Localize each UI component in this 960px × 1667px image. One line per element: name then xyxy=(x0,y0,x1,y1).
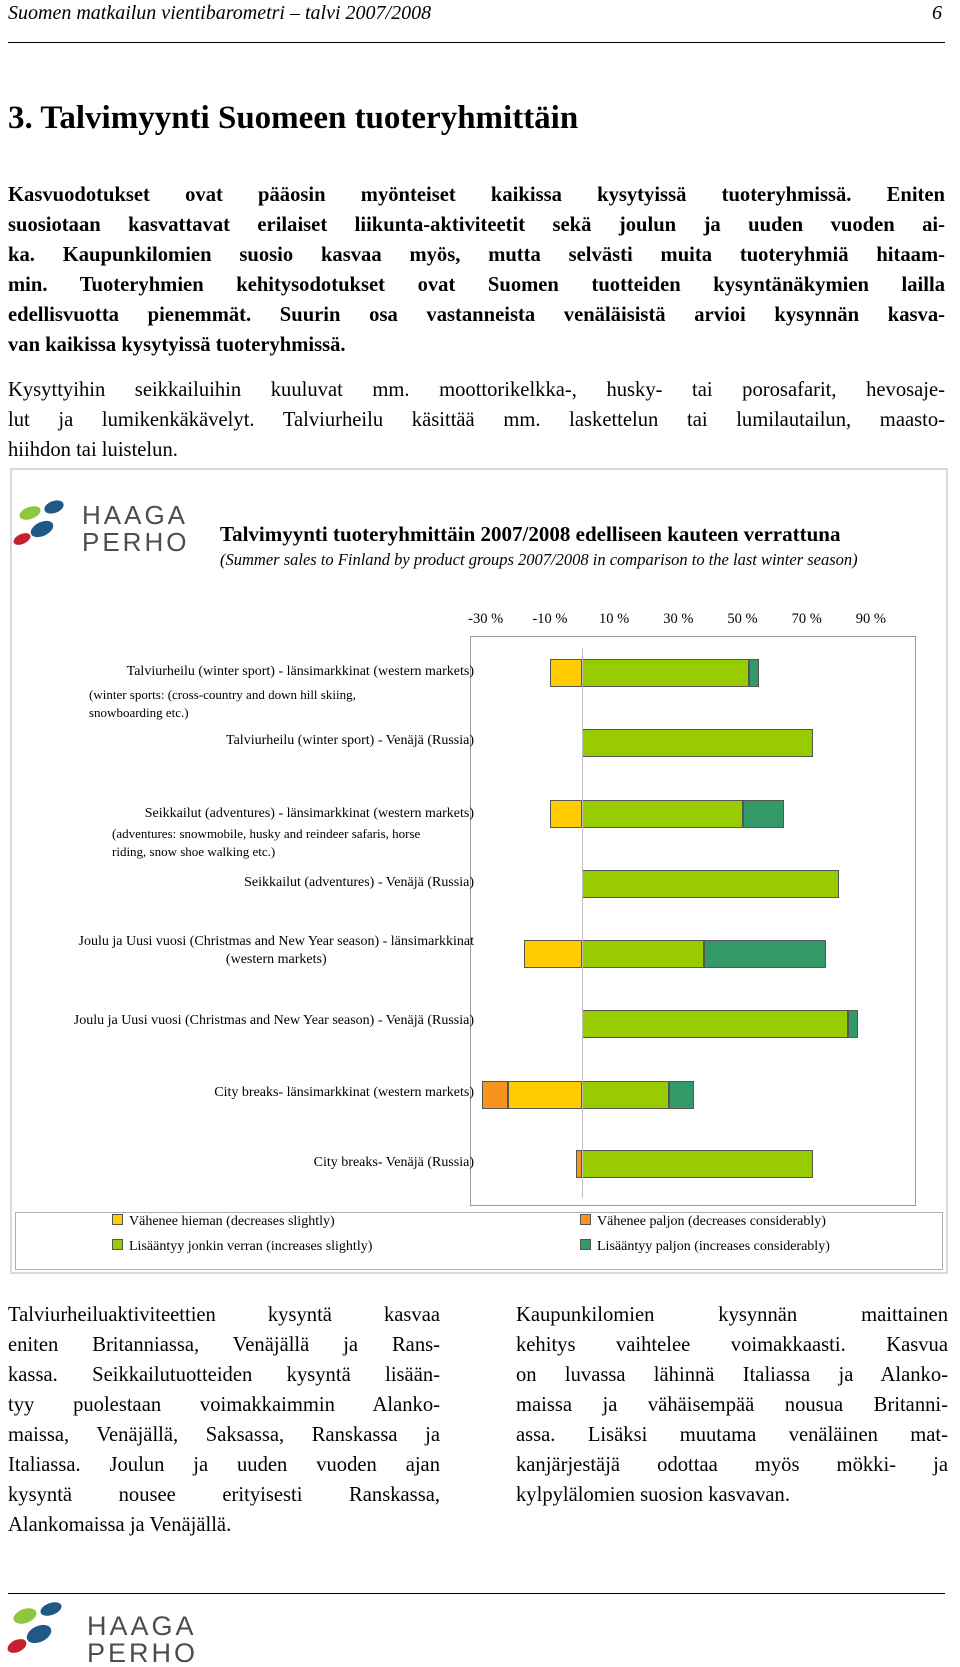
text-line: assa. Lisäksi muutama venäläinen mat- xyxy=(516,1424,948,1446)
category-note: (adventures: snowmobile, husky and reindeer safaris, horse riding, snow shoe walking etc.) xyxy=(112,826,421,859)
text-line: van kaikissa kysytyissä tuoteryhmissä. xyxy=(8,334,346,356)
right-column-text xyxy=(516,1300,948,1510)
legend-label: Lisääntyy jonkin verran (increases slightly) xyxy=(129,1239,373,1254)
text-line: kysyntä nousee erityisesti Ranskassa, xyxy=(8,1484,440,1506)
text-line: Italiassa. Joulun ja uuden vuoden ajan xyxy=(8,1454,440,1476)
x-tick-label: -30 % xyxy=(468,611,504,627)
plot-area xyxy=(470,636,916,1206)
category-label: City breaks- Venäjä (Russia) xyxy=(313,1155,474,1170)
bar-segment xyxy=(582,1150,813,1178)
text-line: maissa, Venäjällä, Saksassa, Ranskassa ja xyxy=(8,1424,440,1446)
bar-segment xyxy=(669,1081,695,1109)
section-title: 3. Talvimyynti Suomeen tuoteryhmittäin xyxy=(8,100,579,136)
bar-segment xyxy=(550,800,582,828)
logo-text-line1: HAAGA xyxy=(82,500,189,530)
logo-leaf-blue xyxy=(43,498,66,516)
logo-leaf-red xyxy=(5,1636,28,1655)
bar-segment xyxy=(848,1010,858,1038)
bar-segment xyxy=(524,940,582,968)
logo-leaf-blue xyxy=(39,1600,64,1619)
document-header-title: Suomen matkailun vientibarometri – talvi 2007/2008 xyxy=(8,2,432,24)
logo-text-line1: HAAGA xyxy=(87,1611,197,1641)
legend-item xyxy=(580,1239,830,1255)
text-line: min. Tuoteryhmien kehitysodotukset ovat Suomen tuotteiden kysyntänäkymien lailla xyxy=(8,274,945,296)
page-number: 6 xyxy=(932,2,942,24)
intro-paragraph xyxy=(8,180,945,360)
bar-segment xyxy=(749,659,759,687)
x-tick-label: 10 % xyxy=(598,611,630,627)
chart-title: Talvimyynti tuoteryhmittäin 2007/2008 edelliseen kauteen verrattuna xyxy=(220,522,841,546)
zero-axis-line xyxy=(582,648,583,1198)
text-line: Kaupunkilomien kysynnän maittainen xyxy=(516,1304,948,1326)
legend-swatch xyxy=(112,1239,123,1250)
x-tick-label: 30 % xyxy=(663,611,694,627)
text-line: Talviurheiluaktiviteettien kysyntä kasvaa xyxy=(8,1304,440,1326)
legend-label: Vähenee paljon (decreases considerably) xyxy=(597,1214,826,1229)
legend-label: Vähenee hieman (decreases slightly) xyxy=(129,1214,335,1229)
footer-divider xyxy=(8,1593,945,1594)
chart-subtitle: (Summer sales to Finland by product groups 2007/2008 in comparison to the last winter season) xyxy=(220,550,858,569)
text-line: ka. Kaupunkilomien suosio kasvaa myös, mutta selvästi muita tuoteryhmiä hitaam- xyxy=(8,244,945,266)
category-label: Talviurheilu (winter sport) - Venäjä (Russia) xyxy=(226,733,474,748)
text-line: Kysyttyihin seikkailuihin kuuluvat mm. moottorikelkka-, husky- tai porosafarit, hevosaje- xyxy=(8,379,945,401)
text-line: on luvassa lähinnä Italiassa ja Alanko- xyxy=(516,1364,948,1386)
legend-swatch xyxy=(580,1214,591,1225)
logo-leaf-blue xyxy=(28,518,56,541)
bar-segment xyxy=(582,940,704,968)
text-line: Kasvuodotukset ovat pääosin myönteiset kaikissa kysytyissä tuoteryhmissä. Eniten xyxy=(8,184,945,206)
text-line: kylpylälomien suosion kasvavan. xyxy=(516,1484,790,1506)
logo-text-line2: PERHO xyxy=(82,527,190,557)
bar-segment xyxy=(582,729,813,757)
text-line: suosiotaan kasvattavat erilaiset liikunta-aktiviteetit sekä joulun ja uuden vuoden ai- xyxy=(8,214,945,236)
second-paragraph xyxy=(8,375,945,465)
text-line: tyy puolestaan voimakkaimmin Alanko- xyxy=(8,1394,440,1416)
bar-segment xyxy=(582,800,743,828)
bar-segment xyxy=(582,659,749,687)
text-line: lut ja lumikenkäkävelyt. Talviurheilu käsittää mm. laskettelun tai lumilautailun, maasto- xyxy=(8,409,945,431)
header-divider xyxy=(8,42,945,43)
bar-segment xyxy=(743,800,785,828)
legend-swatch xyxy=(580,1239,591,1250)
x-tick-label: 90 % xyxy=(855,611,886,627)
logo-leaf-blue xyxy=(24,1621,54,1646)
logo-leaf-green xyxy=(11,1605,38,1626)
category-label: Talviurheilu (winter sport) - länsimarkkinat (western markets) xyxy=(126,664,474,679)
logo-leaf-red xyxy=(12,531,33,548)
logo-leaf-green xyxy=(18,504,43,523)
category-note: (winter sports: (cross-country and down hill skiing, snowboarding etc.) xyxy=(89,687,356,720)
haaga-perho-logo xyxy=(10,495,210,557)
category-label: Seikkailut (adventures) - länsimarkkinat (western markets) xyxy=(144,806,474,821)
bar-segment xyxy=(550,659,582,687)
x-tick-label: 50 % xyxy=(727,611,758,627)
category-label: Joulu ja Uusi vuosi (Christmas and New Year season) - Venäjä (Russia) xyxy=(73,1013,474,1028)
category-label: Seikkailut (adventures) - Venäjä (Russia) xyxy=(244,875,474,890)
x-tick-label: 70 % xyxy=(791,611,822,627)
bar-segment xyxy=(704,940,826,968)
bar-segment xyxy=(482,1081,508,1109)
text-line: Alankomaissa ja Venäjällä. xyxy=(8,1514,232,1536)
bar-segment xyxy=(582,870,839,898)
category-label: City breaks- länsimarkkinat (western markets) xyxy=(214,1085,474,1100)
bar-segment xyxy=(582,1010,848,1038)
category-label: Joulu ja Uusi vuosi (Christmas and New Year season) - länsimarkkinat (western markets) xyxy=(78,934,474,967)
legend-item xyxy=(112,1239,372,1255)
text-line: maissa ja vähäisempää nousua Britanni- xyxy=(516,1394,948,1416)
legend-item xyxy=(580,1214,826,1230)
logo-text-line2: PERHO xyxy=(87,1638,199,1666)
text-line: kanjärjestäjä odottaa myös mökki- ja xyxy=(516,1454,948,1476)
text-line: kassa. Seikkailutuotteiden kysyntä lisään- xyxy=(8,1364,440,1386)
text-line: eniten Britanniassa, Venäjällä ja Rans- xyxy=(8,1334,440,1356)
bar-segment xyxy=(508,1081,582,1109)
text-line: hiihdon tai luistelun. xyxy=(8,439,178,461)
text-line: kehitys vaihtelee voimakkaasti. Kasvua xyxy=(516,1334,948,1356)
legend-label: Lisääntyy paljon (increases considerably) xyxy=(597,1239,830,1254)
footer-haaga-perho-logo xyxy=(5,1598,225,1666)
bar-segment xyxy=(582,1081,669,1109)
legend-swatch xyxy=(112,1214,123,1225)
x-tick-label: -10 % xyxy=(532,611,568,627)
text-line: edellisvuotta pienemmät. Suurin osa vastanneista venäläisistä arvioi kysynnän kasva- xyxy=(8,304,945,326)
legend-item xyxy=(112,1214,335,1230)
left-column-text xyxy=(8,1300,440,1540)
